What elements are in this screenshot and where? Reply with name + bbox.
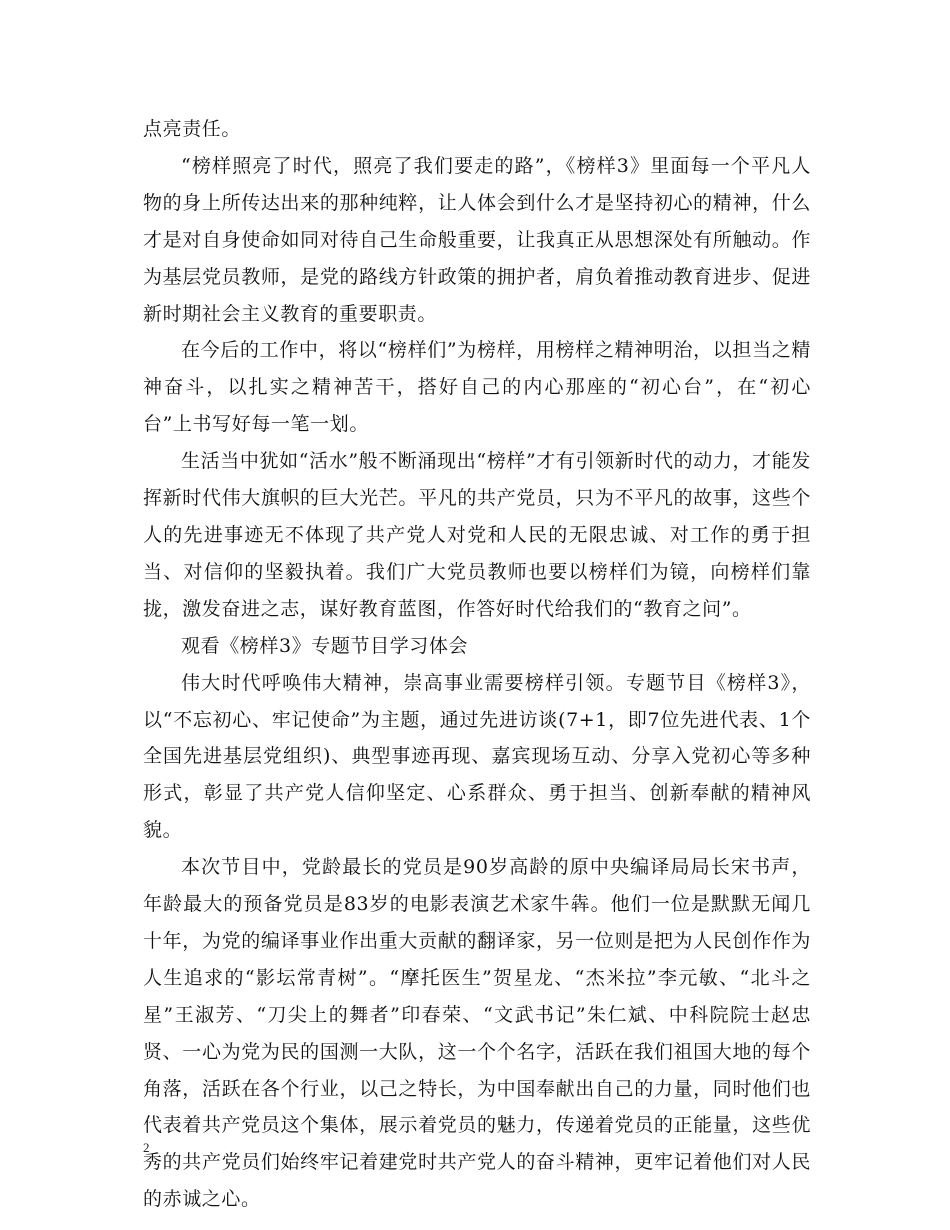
document-body (143, 111, 811, 1218)
paragraph: 本次节目中，党龄最长的党员是90岁高龄的原中央编译局局长宋书声，年龄最大的预备党员是83岁的电影表演艺术家牛犇。他们一位是默默无闻几十年，为党的编译事业作出重大贡献的翻译家，另一位则是把为人民创作作为人生追求的“影坛常青树”。“摩托医生”贺星龙、“杰米拉”李元敏、“北斗之星”王淑芳、“刀尖上的舞者”印春荣、“文武书记”朱仁斌、中科院院士赵忠贤、一心为党为民的国测一大队，这一个个名字，活跃在我们祖国大地的每个角落，活跃在各个行业，以己之特长，为中国奉献出自己的力量，同时他们也代表着共产党员这个集体，展示着党员的魅力，传递着党员的正能量，这些优秀的共产党员们始终牢记着建党时共产党人的奋斗精神，更牢记着他们对人民的赤诚之心。 (143, 856, 811, 1211)
page-number: 2 (143, 1140, 150, 1155)
section-title: 观看《榜样3》专题节目学习体会 (181, 634, 469, 657)
paragraph: “榜样照亮了时代，照亮了我们要走的路”，《榜样3》里面每一个平凡人物的身上所传达出来的那种纯粹，让人体会到什么才是坚持初心的精神，什么才是对自身使命如同对待自己生命般重要，让我真正从思想深处有所触动。作为基层党员教师，是党的路线方针政策的拥护者，肩负着推动教育进步、促进新时期社会主义教育的重要职责。 (143, 154, 811, 325)
paragraph: 伟大时代呼唤伟大精神，崇高事业需要榜样引领。专题节目《榜样3》，以“不忘初心、牢记使命”为主题，通过先进访谈(7+1，即7位先进代表、1个全国先进基层党组织)、典型事迹再现、嘉宾现场互动、分享入党初心等多种形式，彰显了共产党人信仰坚定、心系群众、勇于担当、创新奉献的精神风貌。 (143, 671, 811, 842)
paragraph: 在今后的工作中，将以“榜样们”为榜样，用榜样之精神明治，以担当之精神奋斗，以扎实之精神苦干，搭好自己的内心那座的“初心台”，在“初心台”上书写好每一笔一划。 (143, 339, 811, 436)
paragraph: 生活当中犹如“活水”般不断涌现出“榜样”才有引领新时代的动力，才能发挥新时代伟大旗帜的巨大光芒。平凡的共产党员，只为不平凡的故事，这些个人的先进事迹无不体现了共产党人对党和人民的无限忠诚、对工作的勇于担当、对信仰的坚毅执着。我们广大党员教师也要以榜样们为镜，向榜样们靠拢，激发奋进之志，谋好教育蓝图，作答好时代给我们的“教育之问”。 (143, 450, 811, 620)
paragraph: 点亮责任。 (143, 118, 242, 140)
